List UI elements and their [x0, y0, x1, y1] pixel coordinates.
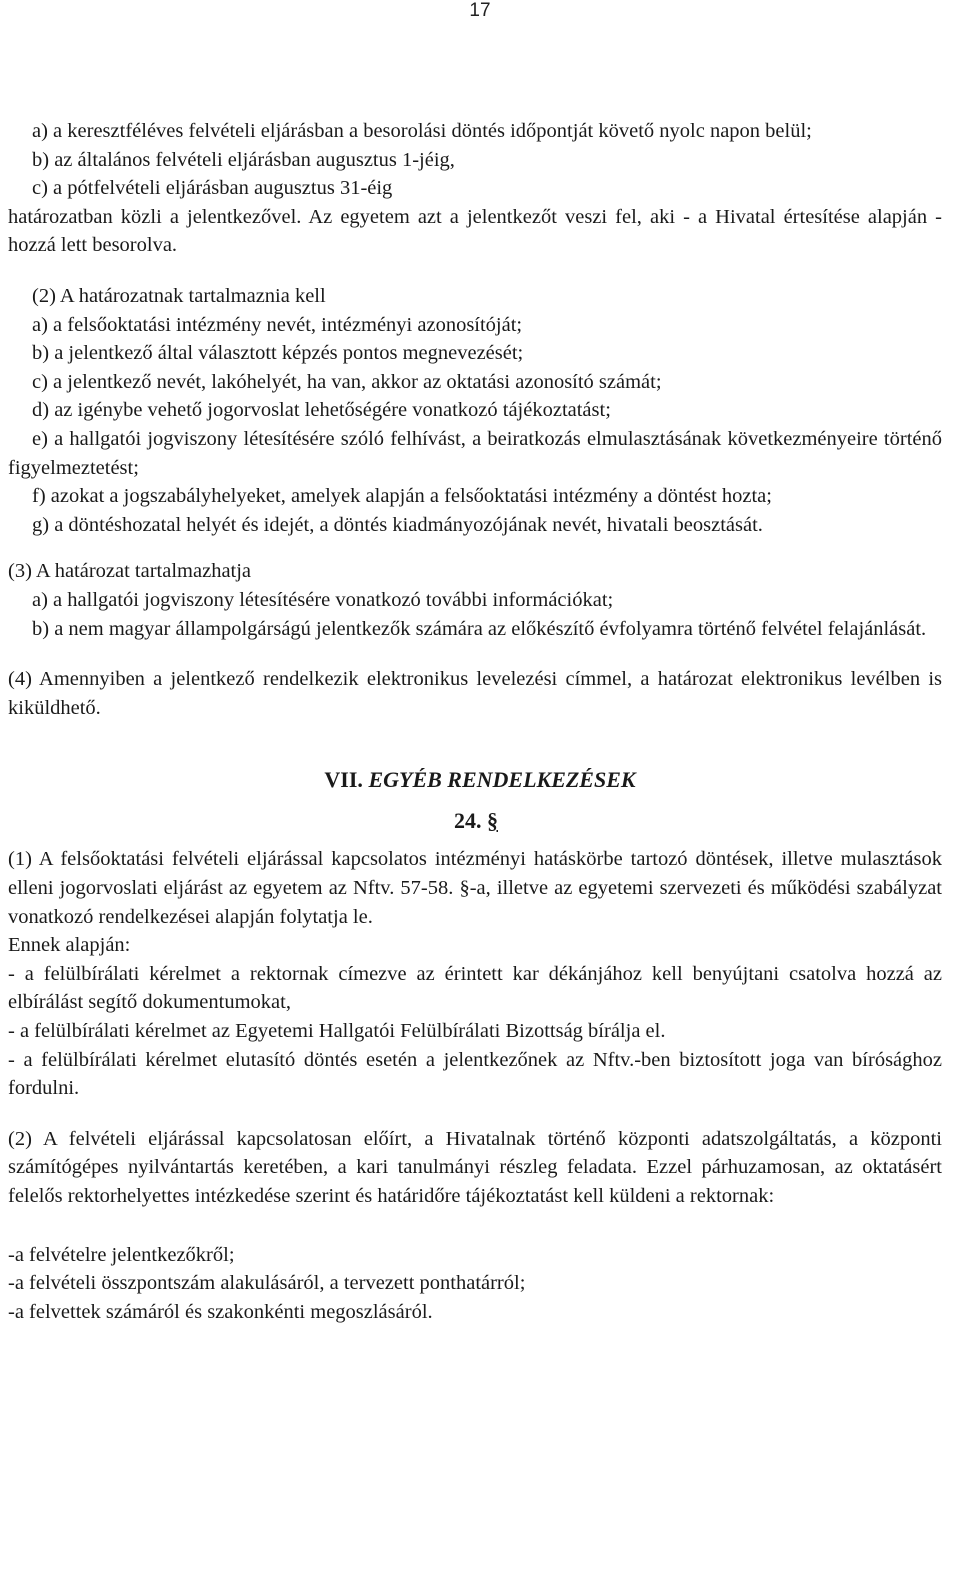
paragraph-2-item: g) a döntéshozatal helyét és idejét, a döntés kiadmányozójának nevét, hivatali beosztását. — [32, 513, 763, 536]
paragraph-2 — [8, 282, 942, 539]
paragraph-2-item: d) az igénybe vehető jogorvoslat lehetőségére vonatkozó tájékoztatást; — [32, 399, 611, 422]
paragraph-2-item: e) a hallgatói jogviszony létesítésére szóló felhívást, a beiratkozás elmulasztásának következményeire történő figyelmeztetést; — [8, 427, 942, 479]
section-sign: § — [487, 807, 498, 833]
section-24-p1-item: - a felülbírálati kérelmet elutasító döntés esetén a jelentkezőnek az Nftv.-ben biztosított joga van bírósághoz fordulni. — [8, 1048, 942, 1100]
section-24-paragraph-2: (2) A felvételi eljárással kapcsolatosan előírt, a Hivatalnak történő központi adatszolgáltatás, a központi számítógépes nyilvántartás keretében, a kari tanulmányi részleg feladata. Ezzel párhuzamosan, az oktatásért felelős rektorhelyettes intézkedése szerint és határidőre tájékoztatást kell küldeni a rektornak: — [8, 1127, 942, 1207]
document-body — [8, 117, 942, 1326]
section-number: 24. — [454, 807, 482, 833]
chapter-title: EGYÉB RENDELKEZÉSEK — [368, 767, 636, 793]
section-heading — [8, 807, 942, 836]
page-number: 17 — [469, 0, 491, 21]
report-list-item: -a felvételi összpontszám alakulásáról, a tervezett ponthatárról; — [8, 1272, 526, 1295]
intro-tail: határozatban közli a jelentkezővel. Az egyetem azt a jelentkezőt veszi fel, aki - a Hivatal értesítése alapján - hozzá lett besorolva. — [8, 205, 942, 257]
paragraph-2-item: f) azokat a jogszabályhelyeket, amelyek alapján a felsőoktatási intézmény a döntést hozta; — [32, 485, 772, 508]
chapter-number: VII. — [324, 767, 363, 793]
section-24-p1-item: - a felülbírálati kérelmet a rektornak címezve az érintett kar dékánjához kell benyújtani csatolva hozzá az elbírálást segítő dokumentumokat, — [8, 962, 942, 1014]
paragraph-2-item: b) a jelentkező által választott képzés pontos megnevezését; — [32, 342, 524, 365]
paragraph-3-item: a) a hallgatói jogviszony létesítésére vonatkozó további információkat; — [32, 588, 614, 611]
section-24-p1-lead: Ennek alapján: — [8, 934, 131, 957]
report-list — [8, 1241, 942, 1327]
paragraph-3-lead: (3) A határozat tartalmazhatja — [8, 560, 252, 583]
chapter-heading — [8, 766, 942, 795]
section-24-p1-text: (1) A felsőoktatási felvételi eljárással kapcsolatos intézményi hatáskörbe tartozó döntések, illetve mulasztások elleni jogorvoslati eljárást az egyetem az Nftv. 57-58. §-a, illetve az egyetemi szervezeti és működési szabályzat vonatkozó rendelkezései alapján folytatja le. — [8, 848, 942, 928]
section-24-p1-item: - a felülbírálati kérelmet az Egyetemi Hallgatói Felülbírálati Bizottság bírálja el. — [8, 1020, 666, 1043]
paragraph-2-item: c) a jelentkező nevét, lakóhelyét, ha van, akkor az oktatási azonosító számát; — [32, 370, 662, 393]
intro-item-b: b) az általános felvételi eljárásban augusztus 1-jéig, — [32, 148, 455, 171]
report-list-item: -a felvételre jelentkezőkről; — [8, 1243, 235, 1266]
paragraph-4: (4) Amennyiben a jelentkező rendelkezik elektronikus levelezési címmel, a határozat elektronikus levélben is kiküldhető. — [8, 668, 942, 719]
paragraph-2-item: a) a felsőoktatási intézmény nevét, intézményi azonosítóját; — [32, 313, 523, 336]
intro-block — [8, 117, 942, 260]
paragraph-3-item: b) a nem magyar állampolgárságú jelentkezők számára az előkészítő évfolyamra történő felvétel felajánlását. — [32, 617, 927, 640]
paragraph-2-lead: (2) A határozatnak tartalmaznia kell — [32, 284, 326, 307]
intro-item-a: a) a keresztféléves felvételi eljárásban a besorolási döntés időpontját követő nyolc napon belül; — [32, 120, 812, 142]
intro-item-c: c) a pótfelvételi eljárásban augusztus 31-éig — [32, 177, 393, 200]
paragraph-3 — [8, 557, 942, 643]
report-list-item: -a felvettek számáról és szakonkénti megoszlásáról. — [8, 1300, 433, 1323]
section-24-paragraph-1 — [8, 845, 942, 1102]
